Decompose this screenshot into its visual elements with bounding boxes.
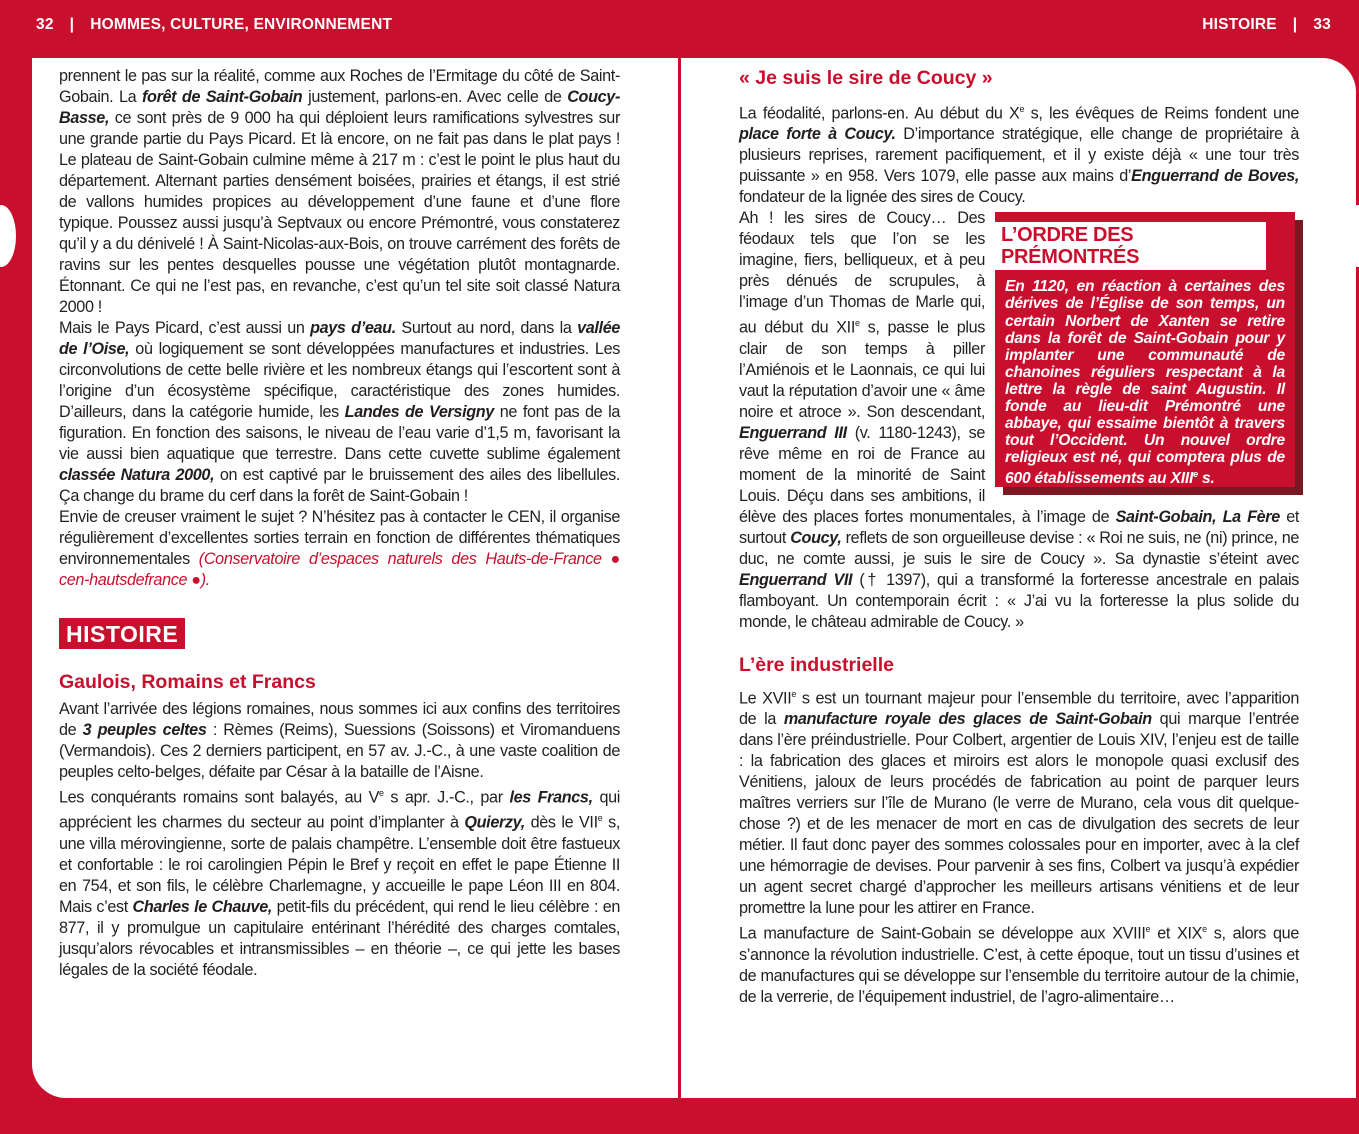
subtitle: L’ère industrielle bbox=[739, 653, 894, 676]
header-separator: | bbox=[69, 16, 75, 33]
header-separator: | bbox=[1292, 16, 1298, 33]
paragraph: Avant l’arrivée des légions romaines, nous sommes ici aux confins des territoires de 3 peuples celtes : Rèmes (Reims), Suessions (Soissons) et Viromanduens (Vermandois). Ces 2 derniers participent, en 57 av. J.-C., à une vaste coalition de peuples celto-belges, défaite par César à la bataille de l’Aisne. bbox=[59, 700, 621, 781]
paragraph: Mais le Pays Picard, c’est aussi un pays d’eau. Surtout au nord, dans la vallée de l’Oise, où logiquement se sont développées manufactures et industries. Les circonvolutions de cette belle rivière et les nombreux étangs qui l’escortent sont à l’origine d’un écosystème spécifique, caractéristique des zones humides. D’ailleurs, dans la catégorie humide, les Landes de Versigny ne font pas de la figuration. En fonction des saisons, le niveau de l’eau varie d’1,5 m, favorisant la vie aussi bien aquatique que terrestre. Dans cette cuvette sublime également classée Natura 2000, on est captivé par le bruissement des ailes des libellules. Ça change du brame du cerf dans la forêt de Saint-Gobain ! bbox=[59, 319, 620, 505]
paragraph: Ah ! les sires de Coucy… Des féodaux tels que l’on se les imagine, fiers, belliqueux, et à peu près dénués de scrupules, à l’image d’un Thomas de Marle qui, au début du XIIe s, passe le plus clair de son temps à piller l’Amiénois et le Laonnais, ce qui lui vaut la réputation d’avoir une « âme noire et atroce ». Son descendant, Enguerrand III (v. 1180-1243), se rêve même en roi de France au moment de la minorité de Saint Louis. Déçu dans ses ambitions, il élève des places fortes monumentales, à l’image de Saint-Gobain, La Fère et surtout Coucy, reflets de son orgueilleuse devise : « Roi ne suis, ne (ni) prince, ne duc, ne comte aussi, je suis le sire de Coucy ». Sa dynastie s’éteint avec Enguerrand VII († 1397), qui a transformé la forteresse ancestrale en palais flamboyant. Un contemporain écrit : « J’ai vu la forteresse la plus solide du monde, le château admirable de Coucy. » bbox=[739, 209, 1299, 631]
subtitle: Gaulois, Romains et Francs bbox=[59, 671, 316, 693]
right-running-header bbox=[1202, 0, 1331, 50]
contact-reference: (Conservatoire d’espaces naturels des Hauts-de-France ● cen-hautsdefrance ●). bbox=[59, 550, 620, 589]
paragraph: La féodalité, parlons-en. Au début du Xe s, les évêques de Reims fondent une place forte à Coucy. D’importance stratégique, elle change de propriétaire à plusieurs reprises, rarement pacifiquement, et il y existe déjà « une tour très puissante » en 958. Vers 1079, elle passe aux mains d’Enguerrand de Boves, fondateur de la lignée des sires de Coucy. bbox=[739, 104, 1300, 207]
left-header-title: HOMMES, CULTURE, ENVIRONNEMENT bbox=[90, 16, 393, 33]
right-header-title: HISTOIRE bbox=[1202, 16, 1277, 33]
left-running-header bbox=[36, 0, 392, 50]
paragraph: Envie de creuser vraiment le sujet ? N’hésitez pas à contacter le CEN, il organise régulièrement d’excellentes sorties terrain en fonction de différentes thématiques environnementales (Conservatoire d’espaces naturels des Hauts-de-France ● cen-hautsdefrance ●). bbox=[59, 508, 620, 589]
sidebar-box-title: L’ORDRE DES PRÉMONTRÉS bbox=[995, 222, 1266, 270]
paragraph: La manufacture de Saint-Gobain se développe aux XVIIIe et XIXe s, alors que s’annonce la révolution industrielle. C’est, à cette époque, tout un tissu d’usines et de manufactures qui se développe sur l’ensemble du territoire autour de la chimie, de la verrerie, de l’équipement industriel, de l’agro-alimentaire… bbox=[739, 924, 1299, 1006]
section-heading-wrap bbox=[59, 618, 620, 649]
right-text-column bbox=[739, 66, 1299, 1008]
paragraph: Le XVIIe s est un tournant majeur pour l’ensemble du territoire, avec l’apparition de la manufacture royale des glaces de Saint-Gobain qui marque l’entrée dans l’ère préindustrielle. Pour Colbert, argentier de Louis XIV, l’enjeu est de taille : la fabrication des glaces et miroirs est alors le monopole quasi exclusif des Vénitiens, jaloux de leurs procédés de fabrication au point de parquer leurs maîtres verriers sur l’île de Murano (le verre de Murano, cela vous dit quelque-chose ?) et de les menacer de mort en cas de divulgation des secrets de leur métier. Il faut donc payer des sommes colossales pour en importer, avec à la clef une hémorragie de devises. Pour parvenir à ses fins, Colbert va jusqu’à expédier un agent secret chargé d’approcher les meilleurs artisans vénitiens et de leur promettre la lune pour les attirer en France. bbox=[739, 688, 1299, 918]
subtitle: « Je suis le sire de Coucy » bbox=[739, 67, 993, 89]
paragraph: prennent le pas sur la réalité, comme aux Roches de l’Ermitage du côté de Saint-Gobain. La forêt de Saint-Gobain justement, parlons-en. Avec celle de Coucy-Basse, ce sont près de 9 000 ha qui déploient leurs ramifications sylvestres sur une grande partie du Pays Picard. Et là encore, on ne fait pas dans le plat pays ! Le plateau de Saint-Gobain culmine même à 217 m : c’est le point le plus haut du département. Alternant parties densément boisées, prairies et étangs, il est strié de vallons humides propices au développement d’une faune et d’une flore typique. Poussez aussi jusqu’à Septvaux ou encore Prémontré, vous constaterez qu’il y a du dénivelé ! À Saint-Nicolas-aux-Bois, on trouve carrément des forêts de ravins sur les pentes desquelles pousse une végétation plutôt montagnarde. Étonnant. Ce qui ne l’est pas, en revanche, c’est qu’un tel site soit classé Natura 2000 ! bbox=[59, 67, 620, 316]
section-badge: HISTOIRE bbox=[59, 618, 185, 649]
right-page-number: 33 bbox=[1313, 16, 1331, 33]
left-page-number: 32 bbox=[36, 16, 54, 33]
sidebar-box bbox=[995, 212, 1299, 491]
left-thumb-notch bbox=[0, 205, 16, 267]
left-text-column bbox=[59, 66, 620, 981]
sidebar-box-text: En 1120, en réaction à certaines des dérives de l’Église de son temps, un certain Norbert de Xanten se retire dans la forêt de Saint-Gobain pour y implanter une communauté de chanoines réguliers respectant à la lettre la règle de saint Augustin. Il fonde au lieu-dit Prémontré une abbaye, qui essaime bientôt à travers tout l’Occident. Un nouvel ordre religieux est né, qui comptera plus de 600 établissements au XIIIe s. bbox=[1005, 278, 1285, 488]
paragraph: Les conquérants romains sont balayés, au Ve s apr. J.-C., par les Francs, qui apprécient les charmes du secteur au point d’implanter à Quierzy, dès le VIIe s, une villa mérovingienne, sorte de palais champêtre. L’ensemble doit être fastueux et confortable : le roi carolingien Pépin le Bref y reçoit en effet le pape Étienne II en 754, et son fils, le célèbre Charlemagne, y accueille le pape Léon III en 804. Mais c’est Charles le Chauve, petit-fils du précédent, qui rend le lieu célèbre : en 877, il y promulgue un capitulaire entérinant l’hérédité des charges comtales, jusqu’alors révocables et intransmissibles – en théorie –, ce qui jette les bases légales de la société féodale. bbox=[59, 788, 621, 979]
